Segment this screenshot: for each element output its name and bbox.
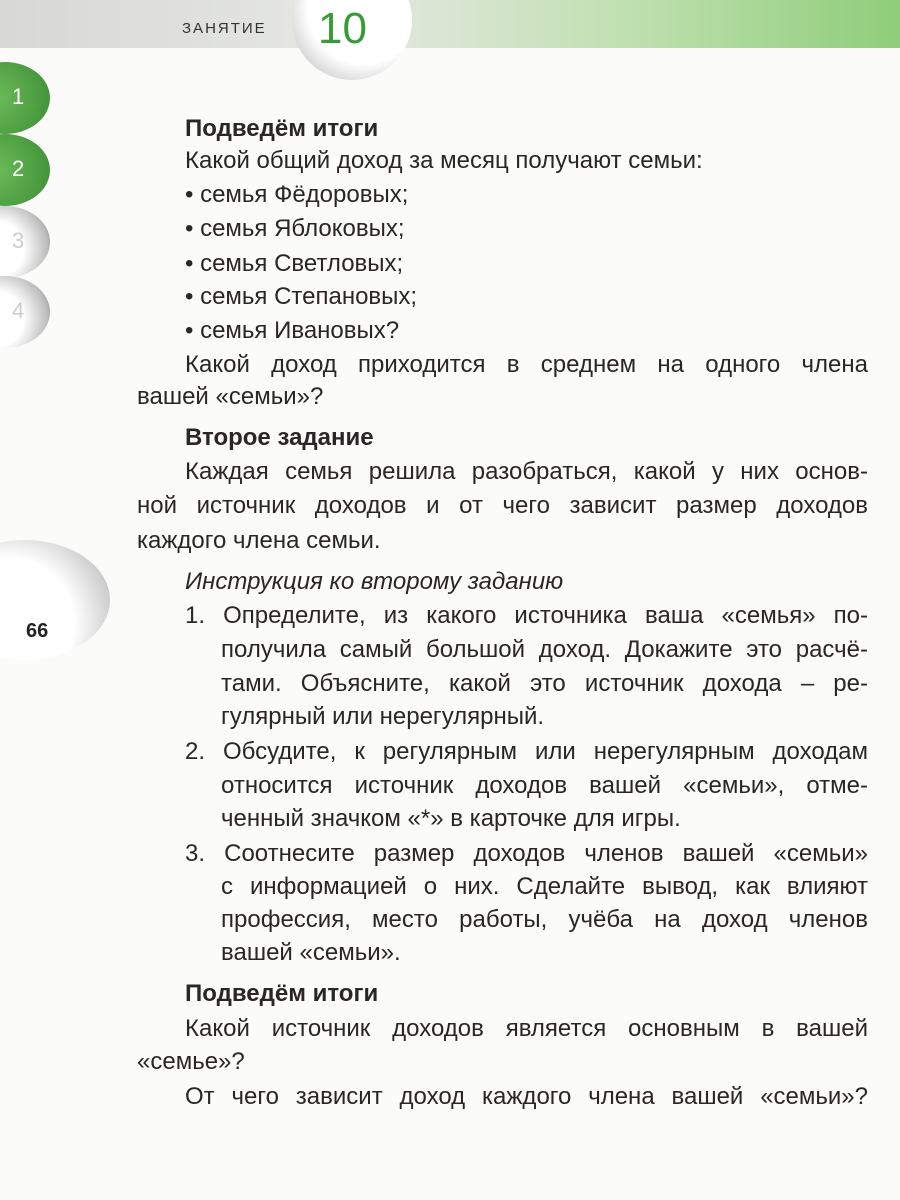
text-line: 2. Обсудите, к регулярным или нерегулярным доходам bbox=[185, 738, 868, 765]
text-line: • семья Степановых; bbox=[185, 283, 418, 310]
side-tab-1: 1 bbox=[0, 62, 50, 134]
text-line: 1. Определите, из какого источника ваша «семья» по- bbox=[185, 602, 868, 629]
text-line: ной источник доходов и от чего зависит размер доходов bbox=[137, 492, 868, 519]
page-number: 66 bbox=[26, 620, 49, 642]
text-line: тами. Объясните, какой это источник дохода – ре- bbox=[221, 670, 868, 697]
page-number-circle bbox=[0, 540, 110, 660]
instruction-heading: Инструкция ко второму заданию bbox=[185, 568, 564, 595]
text-line: получила самый большой доход. Докажите это расчё- bbox=[221, 636, 868, 663]
text-line: профессия, место работы, учёба на доход членов bbox=[221, 906, 868, 933]
text-line: ченный значком «*» в карточке для игры. bbox=[221, 805, 681, 832]
section-heading: Второе задание bbox=[185, 424, 374, 451]
text-line: вашей «семьи». bbox=[221, 939, 401, 966]
lesson-label: ЗАНЯТИЕ bbox=[182, 20, 267, 37]
text-line: • семья Фёдоровых; bbox=[185, 181, 409, 208]
text-line: От чего зависит доход каждого члена вашей «семьи»? bbox=[185, 1083, 868, 1110]
text-line: • семья Яблоковых; bbox=[185, 215, 405, 242]
text-line: гулярный или нерегулярный. bbox=[221, 703, 545, 730]
section-heading: Подведём итоги bbox=[185, 115, 379, 142]
side-tab-2: 2 bbox=[0, 134, 50, 206]
text-line: Какой общий доход за месяц получают семьи: bbox=[185, 147, 703, 174]
text-line: каждого члена семьи. bbox=[137, 527, 381, 554]
text-line: Каждая семья решила разобраться, какой у них основ- bbox=[185, 458, 868, 485]
header-band bbox=[0, 0, 900, 48]
side-tab-3: 3 bbox=[0, 206, 50, 278]
section-heading: Подведём итоги bbox=[185, 980, 379, 1007]
side-tab-4: 4 bbox=[0, 276, 50, 348]
text-line: • семья Светловых; bbox=[185, 250, 404, 277]
text-line: Какой доход приходится в среднем на одного члена bbox=[185, 351, 868, 378]
text-line: относится источник доходов вашей «семьи», отме- bbox=[221, 772, 868, 799]
text-line: Какой источник доходов является основным в вашей bbox=[185, 1015, 868, 1042]
text-line: «семье»? bbox=[137, 1048, 245, 1075]
text-line: с информацией о них. Сделайте вывод, как влияют bbox=[221, 873, 868, 900]
text-line: вашей «семьи»? bbox=[137, 383, 324, 410]
lesson-number: 10 bbox=[318, 4, 367, 53]
text-line: • семья Ивановых? bbox=[185, 317, 400, 344]
text-line: 3. Соотнесите размер доходов членов вашей «семьи» bbox=[185, 840, 868, 867]
